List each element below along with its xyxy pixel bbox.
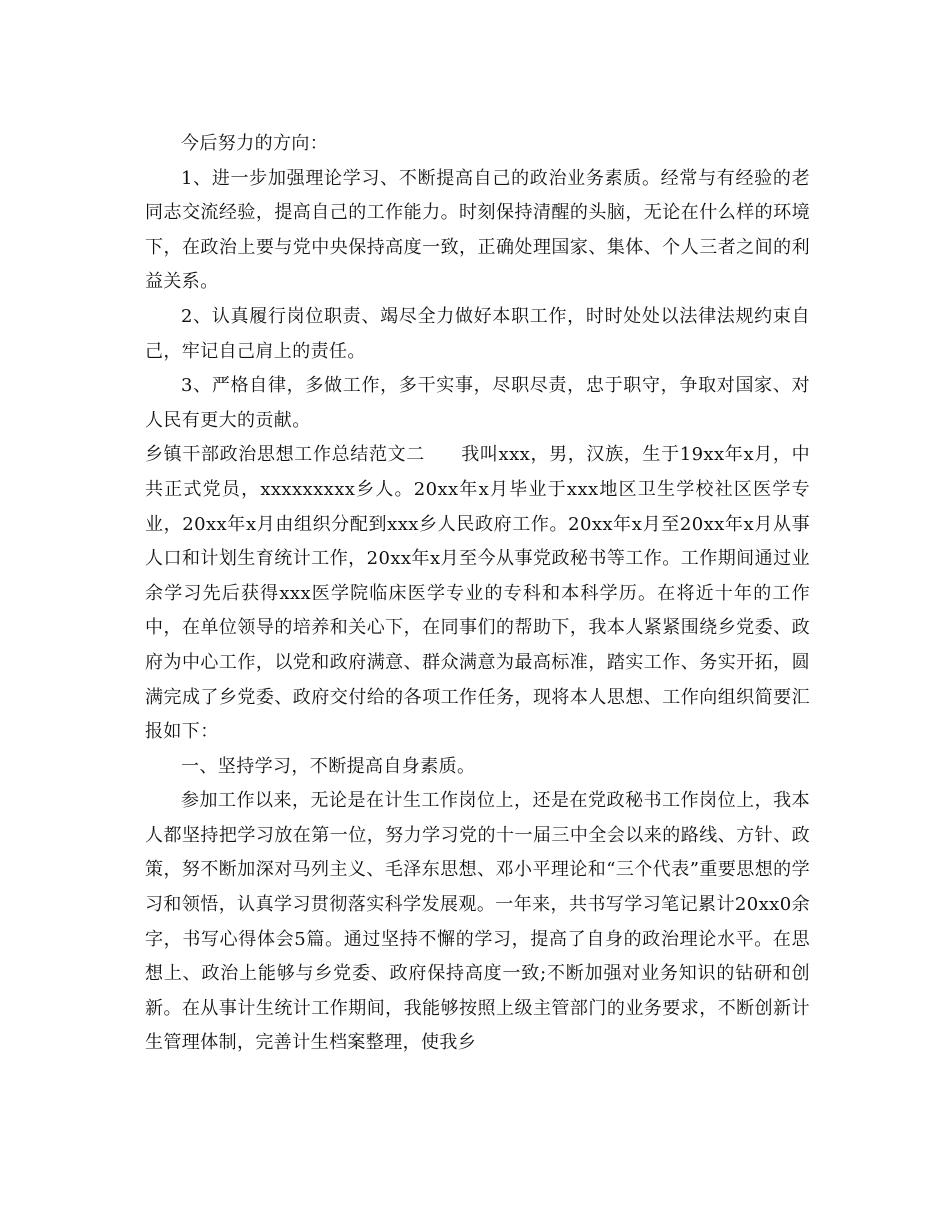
document-body xyxy=(145,127,810,1061)
direction-item-2: 2、认真履行岗位职责、竭尽全力做好本职工作，时时处处以法律法规约束自己，牢记自己肩上的责任。 xyxy=(145,305,810,362)
direction-heading: 今后努力的方向： xyxy=(181,133,329,154)
article-paragraph xyxy=(145,438,810,749)
section-1-heading: 一、坚持学习，不断提高自身素质。 xyxy=(181,755,476,777)
section-1-body: 参加工作以来，无论是在计生工作岗位上，还是在党政秘书工作岗位上，我本人都坚持把学习放在第一位，努力学习党的十一届三中全会以来的路线、方针、政策，努不断加深对马列主义、毛泽东思想、邓小平理论和“三个代表”重要思想的学习和领悟，认真学习贯彻落实科学发展观。一年来，共书写学习笔记累计20xx0余字，书写心得体会5篇。通过坚持不懈的学习，提高了自身的政治理论水平。在思想上、政治上能够与乡党委、政府保持高度一致;不断加强对业务知识的钻研和创新。在从事计生统计工作期间，我能够按照上级主管部门的业务要求，不断创新计生管理体制，完善计生档案整理，使我乡 xyxy=(145,790,810,1054)
article-intro: 我叫xxx，男，汉族，生于19xx年x月，中共正式党员，xxxxxxxxx乡人。20xx年x月毕业于xxx地区卫生学校社区医学专业，20xx年x月由组织分配到xxx乡人民政府工作。20xx年x月至20xx年x月从事人口和计划生育统计工作，20xx年x月至今从事党政秘书等工作。工作期间通过业余学习先后获得xxx医学院临床医学专业的专科和本科学历。在将近十年的工作中，在单位领导的培养和关心下，在同事们的帮助下，我本人紧紧围绕乡党委、政府为中心工作，以党和政府满意、群众满意为最高标准，踏实工作、务实开拓，圆满完成了乡党委、政府交付给的各项工作任务，现将本人思想、工作向组织简要汇报如下： xyxy=(145,444,810,743)
direction-item-3: 3、严格自律，多做工作，多干实事，尽职尽责，忠于职守，争取对国家、对人民有更大的贡献。 xyxy=(145,375,810,431)
article-title: 乡镇干部政治思想工作总结范文二 xyxy=(145,444,425,466)
direction-item-1: 1、进一步加强理论学习、不断提高自己的政治业务素质。经常与有经验的老同志交流经验，提高自己的工作能力。时刻保持清醒的头脑，无论在什么样的环境下，在政治上要与党中央保持高度一致，正确处理国家、集体、个人三者之间的利益关系。 xyxy=(145,167,810,293)
